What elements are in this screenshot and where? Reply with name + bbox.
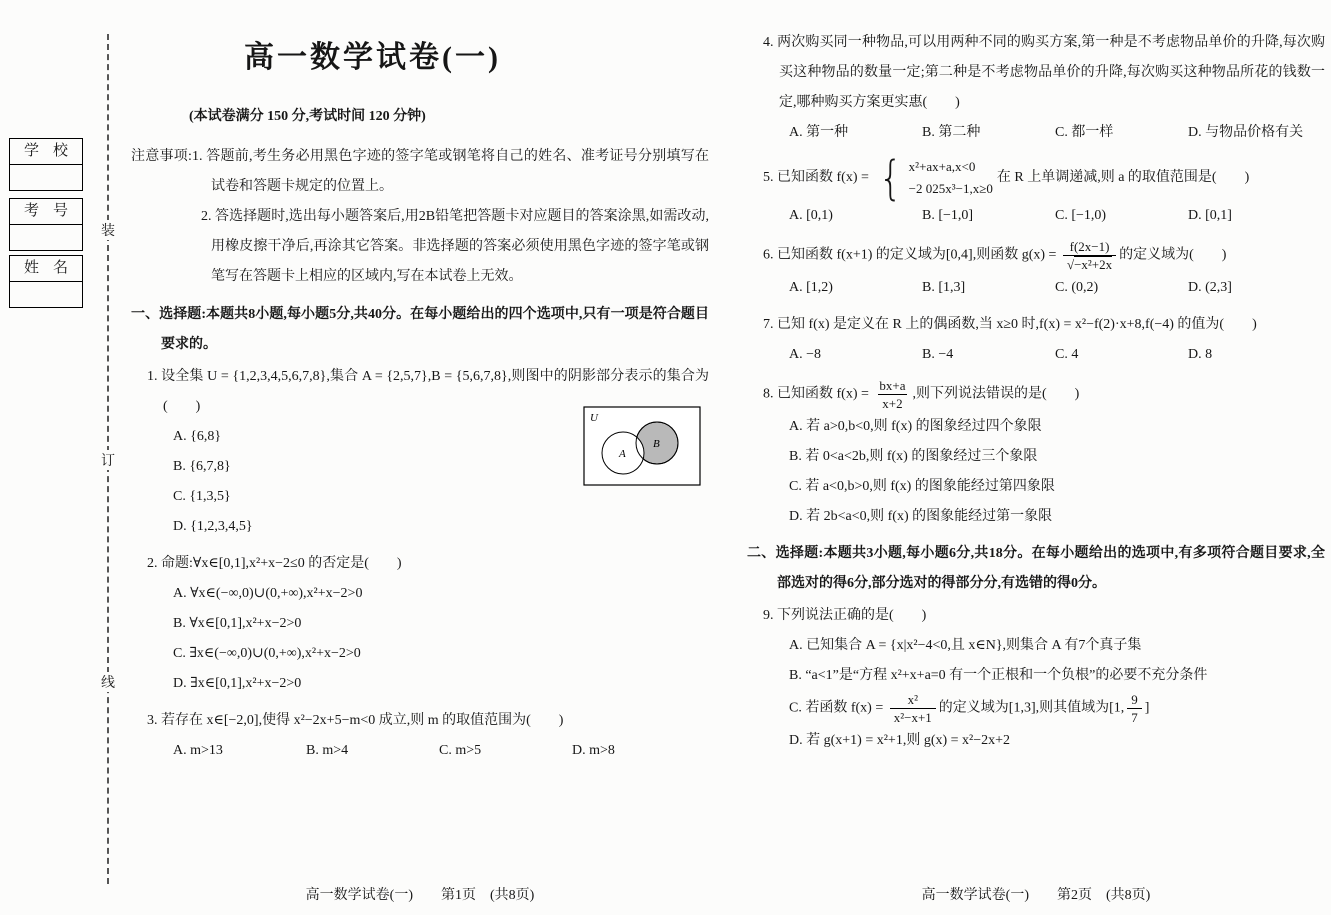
option-c: C. [−1,0) xyxy=(1055,208,1107,223)
notice-item-1-text: 1. 答题前,考生务必用黑色字迹的签字笔或钢笔将自己的姓名、准考证号分别填写在试卷和答题卡规定的位置上。 xyxy=(191,149,709,194)
binding-mark-zhuang: 装 xyxy=(98,220,118,240)
venn-set-a-label: A xyxy=(619,448,626,460)
fraction xyxy=(890,691,936,726)
option-b: B. 若 0<a<2b,则 f(x) 的图象经过三个象限 xyxy=(789,449,1038,464)
venn-set-b-label: B xyxy=(653,438,660,450)
question-7 xyxy=(747,310,1325,370)
option-a: A. [0,1) xyxy=(789,208,833,223)
question-5-stem xyxy=(763,151,1325,205)
name-field-group xyxy=(9,255,83,308)
option-a: A. ∀x∈(−∞,0)∪(0,+∞),x²+x−2>0 xyxy=(173,586,363,601)
piecewise-case-2: −2 025x³−1,x≥0 xyxy=(908,181,993,196)
option-d: D. m>8 xyxy=(572,743,615,758)
question-2 xyxy=(131,549,709,699)
option-c xyxy=(763,691,1325,726)
fraction-numerator: x² xyxy=(907,692,918,707)
section-2-header: 二、选择题:本题共3小题,每小题6分,共18分。在每小题给出的选项中,有多项符合题目要求,全部选对的得6分,部分选对的得部分分,有选错的得0分。 xyxy=(747,546,1325,591)
option-c: C. (0,2) xyxy=(1055,280,1099,295)
question-9-options xyxy=(763,631,1325,756)
question-8 xyxy=(747,377,1325,532)
option-a: A. −8 xyxy=(789,347,822,362)
option-b: B. m>4 xyxy=(306,743,349,758)
name-label: 姓名 xyxy=(9,255,83,282)
question-3 xyxy=(131,706,709,766)
option-d: D. [0,1] xyxy=(1188,208,1232,223)
option-b: B. −4 xyxy=(922,347,954,362)
exam-title: 高一数学试卷(一) xyxy=(244,41,501,74)
option-a: A. 已知集合 A = {x|x²−4<0,且 x∈N},则集合 A 有7个真子集 xyxy=(789,638,1142,653)
fraction-denominator: 7 xyxy=(1127,708,1142,726)
option-d: D. 与物品价格有关 xyxy=(1188,125,1304,140)
venn-universe-label: U xyxy=(590,412,598,424)
question-7-options xyxy=(763,340,1325,370)
page-2-footer: 高一数学试卷(一) 第2页 (共8页) xyxy=(921,888,1151,903)
question-2-stem: 2. 命题:∀x∈[0,1],x²+x−2≤0 的否定是( ) xyxy=(147,556,402,571)
question-6-options xyxy=(763,273,1325,303)
option-c-prefix: C. 若函数 f(x) = xyxy=(789,700,887,716)
question-6 xyxy=(747,238,1325,303)
question-1-stem: 1. 设全集 U = {1,2,3,4,5,6,7,8},集合 A = {2,5,7},B = {5,6,7,8},则图中的阴影部分表示的集合为( ) xyxy=(147,369,709,414)
notice-item-2: 2. 答选择题时,选出每小题答案后,用2B铅笔把答题卡对应题目的答案涂黑,如需改动,用橡皮擦干净后,再涂其它答案。非选择题的答案必须使用黑色字迹的签字笔或钢笔写在答题卡上相应的区域内,写在本试卷上无效。 xyxy=(201,209,709,284)
option-c: C. 若 a<0,b>0,则 f(x) 的图象能经过第四象限 xyxy=(789,479,1055,494)
option-d: D. ∃x∈[0,1],x²+x−2>0 xyxy=(173,676,302,691)
question-5 xyxy=(747,151,1325,231)
option-d: D. 若 2b<a<0,则 f(x) 的图象能经过第一象限 xyxy=(789,509,1053,524)
page-1-column xyxy=(131,38,709,773)
piecewise-function xyxy=(876,151,993,205)
question-8-stem xyxy=(763,377,1325,412)
question-4 xyxy=(747,28,1325,148)
question-2-options xyxy=(147,579,709,699)
option-c: C. 4 xyxy=(1055,347,1079,362)
option-d: D. (2,3] xyxy=(1188,280,1232,295)
option-a: A. m>13 xyxy=(173,743,223,758)
exam-number-label: 考号 xyxy=(9,198,83,225)
option-d: D. {1,2,3,4,5} xyxy=(173,519,253,534)
option-c-middle: 的定义域为[1,3],则其值域为[1, xyxy=(938,700,1125,716)
stem-prefix: 8. 已知函数 f(x) = xyxy=(763,386,873,402)
venn-diagram xyxy=(583,406,701,486)
notice-label: 注意事项: xyxy=(131,149,192,164)
notice-item-1 xyxy=(131,142,709,202)
exam-notice xyxy=(131,142,709,292)
exam-number-field-group xyxy=(9,198,83,251)
option-c: C. 都一样 xyxy=(1055,125,1114,140)
option-a: A. {6,8} xyxy=(173,429,222,444)
question-5-options xyxy=(763,201,1325,231)
stem-suffix: ,则下列说法错误的是( ) xyxy=(912,386,1080,402)
fraction-denominator: x²−x+1 xyxy=(890,708,936,726)
question-9-stem: 9. 下列说法正确的是( ) xyxy=(763,608,927,623)
stem-prefix: 5. 已知函数 f(x) = xyxy=(763,170,873,186)
page-1-footer: 高一数学试卷(一) 第1页 (共8页) xyxy=(305,888,535,903)
question-4-options xyxy=(763,118,1325,148)
question-4-stem: 4. 两次购买同一种物品,可以用两种不同的购买方案,第一种是不考虑物品单价的升降,每次购买这种物品的数量一定;第二种是不考虑物品单价的升降,每次购买这种物品所花的钱数一定,哪种购买方案更实惠( ) xyxy=(763,35,1325,110)
exam-subtitle: (本试卷满分 150 分,考试时间 120 分钟) xyxy=(189,109,426,124)
binding-mark-ding: 订 xyxy=(98,450,118,470)
binding-mark-xian: 线 xyxy=(98,672,118,692)
question-7-stem: 7. 已知 f(x) 是定义在 R 上的偶函数,当 x≥0 时,f(x) = x²−f(2)·x+8,f(−4) 的值为( ) xyxy=(763,317,1257,332)
option-b: B. [1,3] xyxy=(922,280,966,295)
option-c: C. {1,3,5} xyxy=(173,489,231,504)
option-c: C. ∃x∈(−∞,0)∪(0,+∞),x²+x−2>0 xyxy=(173,646,361,661)
question-9 xyxy=(747,601,1325,756)
fraction xyxy=(875,377,909,412)
question-3-stem: 3. 若存在 x∈[−2,0],使得 x²−2x+5−m<0 成立,则 m 的取值范围为( ) xyxy=(147,713,564,728)
question-8-options xyxy=(763,412,1325,532)
exam-number-input-box[interactable] xyxy=(9,225,83,251)
stem-suffix: 在 R 上单调递减,则 a 的取值范围是( ) xyxy=(996,170,1250,186)
school-label: 学校 xyxy=(9,138,83,165)
question-3-options xyxy=(147,736,709,766)
school-field-group xyxy=(9,138,83,191)
question-6-stem xyxy=(763,238,1325,273)
option-a: A. 第一种 xyxy=(789,125,849,140)
fraction-numerator: bx+a xyxy=(879,378,906,393)
fraction xyxy=(1063,238,1116,273)
option-d: D. 若 g(x+1) = x²+1,则 g(x) = x²−2x+2 xyxy=(789,733,1011,748)
fraction xyxy=(1127,691,1142,726)
option-b: B. 第二种 xyxy=(922,125,981,140)
option-b: B. {6,7,8} xyxy=(173,459,231,474)
school-input-box[interactable] xyxy=(9,165,83,191)
option-b: B. ∀x∈[0,1],x²+x−2>0 xyxy=(173,616,302,631)
fraction-numerator: 9 xyxy=(1131,692,1138,707)
brace-symbol: { xyxy=(879,151,903,205)
option-c-suffix: ] xyxy=(1144,700,1150,716)
option-d: D. 8 xyxy=(1188,347,1213,362)
option-b: B. “a<1”是“方程 x²+x+a=0 有一个正根和一个负根”的必要不充分条件 xyxy=(789,668,1208,683)
option-c: C. m>5 xyxy=(439,743,482,758)
radicand: −x²+2x xyxy=(1074,257,1113,272)
question-1 xyxy=(131,362,709,542)
fraction-denominator: x+2 xyxy=(878,394,906,412)
name-input-box[interactable] xyxy=(9,282,83,308)
option-b: B. [−1,0] xyxy=(922,208,974,223)
stem-prefix: 6. 已知函数 f(x+1) 的定义域为[0,4],则函数 g(x) = xyxy=(763,247,1060,263)
sqrt-sign: √ xyxy=(1066,257,1075,272)
stem-suffix: 的定义域为( ) xyxy=(1119,247,1227,263)
fraction-numerator: f(2x−1) xyxy=(1069,239,1110,254)
piecewise-case-1: x²+ax+a,x<0 xyxy=(908,159,976,174)
page-2-column xyxy=(747,28,1325,763)
option-a: A. [1,2) xyxy=(789,280,833,295)
section-1-header: 一、选择题:本题共8小题,每小题5分,共40分。在每小题给出的四个选项中,只有一项是符合题目要求的。 xyxy=(131,307,709,352)
option-a: A. 若 a>0,b<0,则 f(x) 的图象经过四个象限 xyxy=(789,419,1042,434)
